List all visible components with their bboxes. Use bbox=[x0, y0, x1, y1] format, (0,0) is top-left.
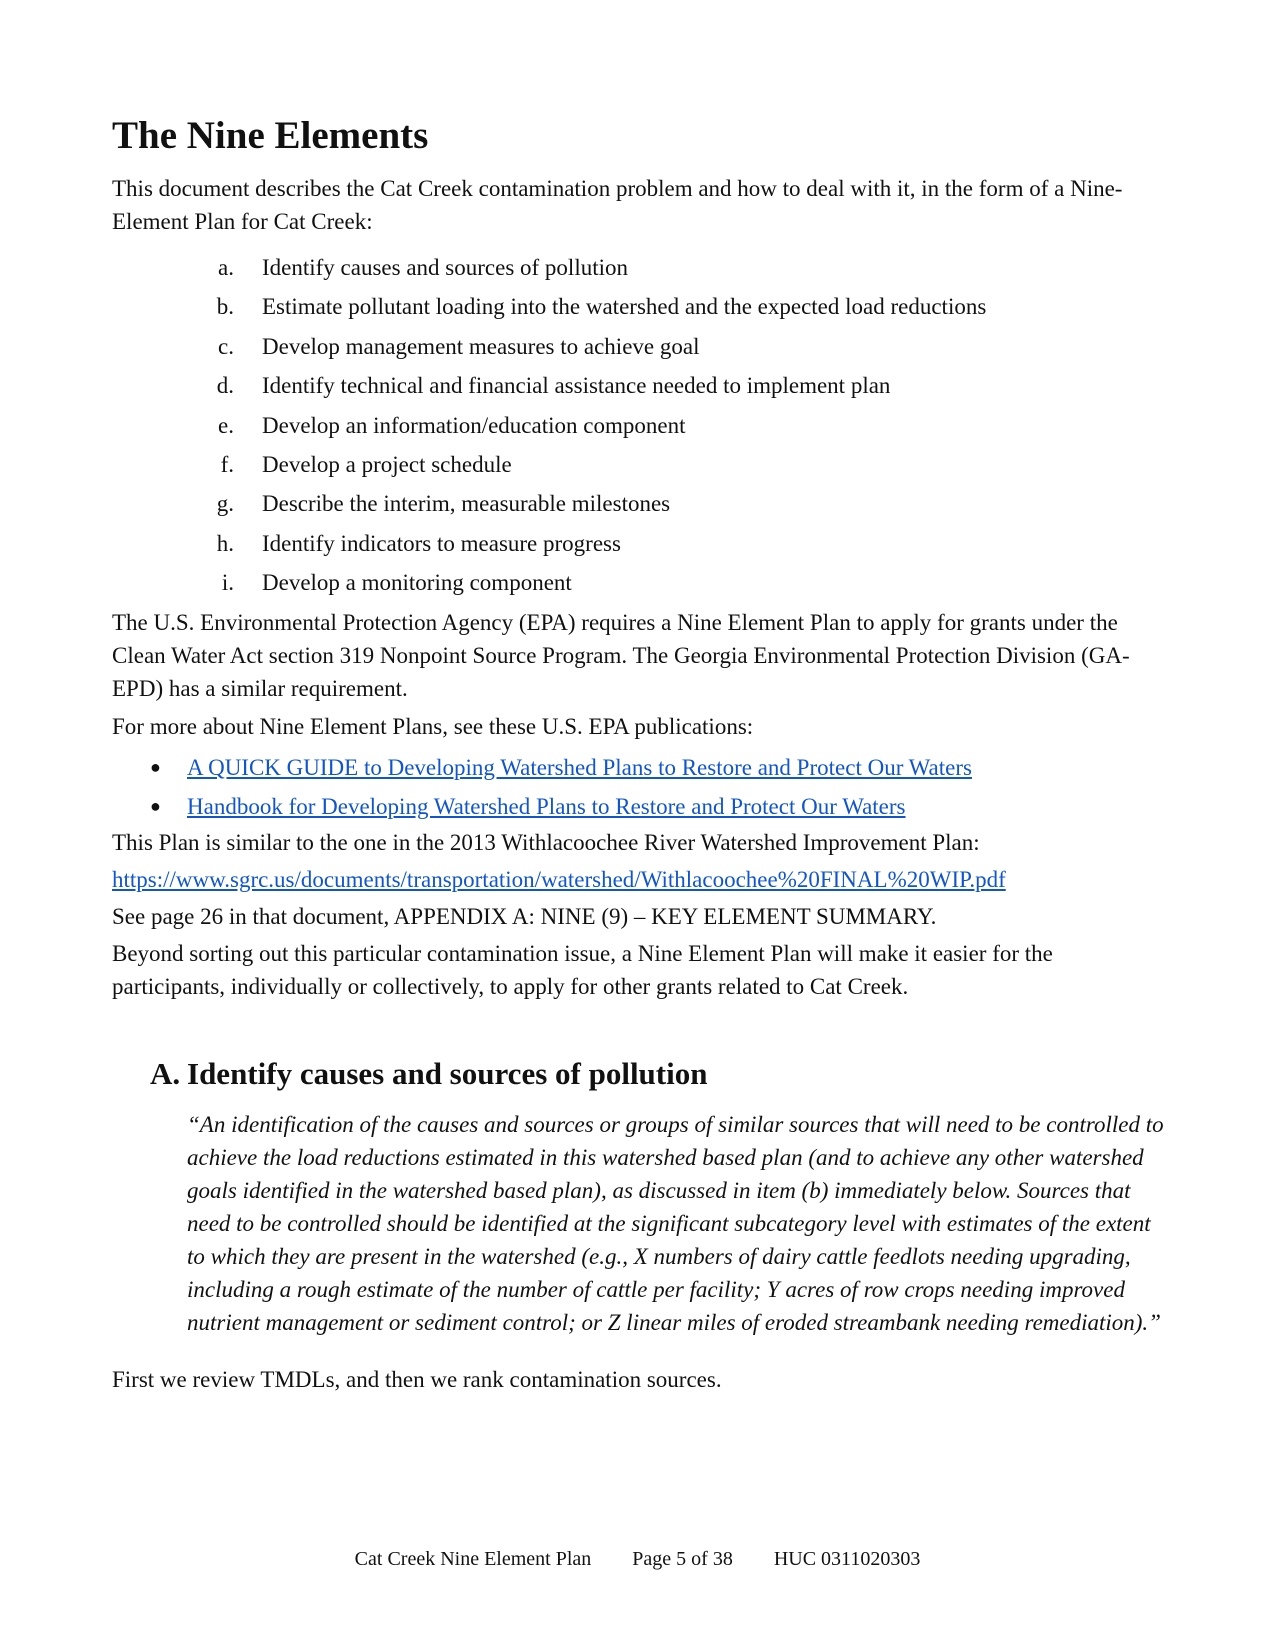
list-item-text: Identify indicators to measure progress bbox=[262, 530, 621, 556]
section-number: A. bbox=[150, 1056, 181, 1091]
beyond-paragraph: Beyond sorting out this particular contamination issue, a Nine Element Plan will make it easier for the participants, individually or collectively, to apply for other grants related to Cat Creek. bbox=[112, 941, 1053, 999]
list-marker: d. bbox=[216, 373, 234, 399]
list-item-text: Develop a monitoring component bbox=[262, 570, 572, 596]
withlacoochee-plan-link[interactable]: https://www.sgrc.us/documents/transportation/watershed/Withlacoochee%20FINAL%20WIP.pdf bbox=[112, 867, 1006, 892]
epa-requirement-paragraph: The U.S. Environmental Protection Agency (EPA) requires a Nine Element Plan to apply for grants under the Clean Water Act section 319 Nonpoint Source Program. The Georgia Environmental Protection Division (GA-EPD) has a similar requirement. bbox=[112, 610, 1130, 701]
list-marker: e. bbox=[218, 412, 234, 438]
bullet-icon: ● bbox=[150, 796, 161, 816]
page-footer bbox=[0, 1546, 1275, 1572]
list-item-text: Develop management measures to achieve goal bbox=[262, 333, 700, 359]
similar-plan-paragraph: This Plan is similar to the one in the 2013 Withlacoochee River Watershed Improvement Plan: bbox=[112, 830, 980, 855]
list-marker: a. bbox=[218, 255, 234, 280]
section-title: Identify causes and sources of pollution bbox=[187, 1056, 708, 1091]
list-marker: b. bbox=[216, 294, 234, 320]
section-a-heading bbox=[150, 1054, 707, 1094]
list-marker: g. bbox=[216, 491, 234, 517]
list-item-text: Identify technical and financial assistance needed to implement plan bbox=[262, 373, 891, 399]
list-marker: i. bbox=[221, 570, 234, 596]
page-number: Page 5 of 38 bbox=[632, 1548, 733, 1570]
see-page-paragraph: See page 26 in that document, APPENDIX A: NINE (9) – KEY ELEMENT SUMMARY. bbox=[112, 904, 937, 929]
list-item-text: Develop a project schedule bbox=[262, 451, 512, 477]
list-marker: h. bbox=[216, 530, 234, 556]
document-page bbox=[112, 0, 1167, 1650]
footer-huc: HUC 0311020303 bbox=[773, 1548, 921, 1570]
page-title: The Nine Elements bbox=[112, 114, 429, 157]
intro-paragraph: This document describes the Cat Creek contamination problem and how to deal with it, in the form of a Nine-Element Plan for Cat Creek: bbox=[112, 176, 1123, 234]
closing-paragraph: First we review TMDLs, and then we rank contamination sources. bbox=[112, 1367, 722, 1392]
epa-quote: “An identification of the causes and sources or groups of similar sources that will need to be controlled to achieve the load reductions estimated in this watershed based plan (and to achieve any other watershed goals identified in the watershed based plan), as discussed in item (b) immediately below. Sources that need to be controlled should be identified at the significant subcategory level with estimates of the extent to which they are present in the watershed (e.g., X numbers of dairy cattle feedlots needing upgrading, including a rough estimate of the number of cattle per facility; Y acres of row crops needing improved nutrient management or sediment control; or Z linear miles of eroded streambank needing remediation).” bbox=[187, 1112, 1164, 1335]
footer-title: Cat Creek Nine Element Plan bbox=[354, 1548, 592, 1570]
list-marker: c. bbox=[218, 333, 234, 359]
list-item-text: Identify causes and sources of pollution bbox=[262, 255, 628, 280]
more-about-paragraph: For more about Nine Element Plans, see these U.S. EPA publications: bbox=[112, 714, 754, 739]
list-item-text: Develop an information/education component bbox=[262, 412, 686, 438]
handbook-link[interactable]: Handbook for Developing Watershed Plans to Restore and Protect Our Waters bbox=[187, 794, 906, 819]
list-item-text: Describe the interim, measurable milestones bbox=[262, 491, 671, 517]
similar-plan-url-paragraph bbox=[112, 863, 1167, 896]
bullet-icon: ● bbox=[150, 757, 161, 777]
list-marker: f. bbox=[220, 451, 234, 477]
quick-guide-link[interactable]: A QUICK GUIDE to Developing Watershed Plans to Restore and Protect Our Waters bbox=[187, 755, 972, 780]
list-item-text: Estimate pollutant loading into the watershed and the expected load reductions bbox=[262, 294, 987, 320]
